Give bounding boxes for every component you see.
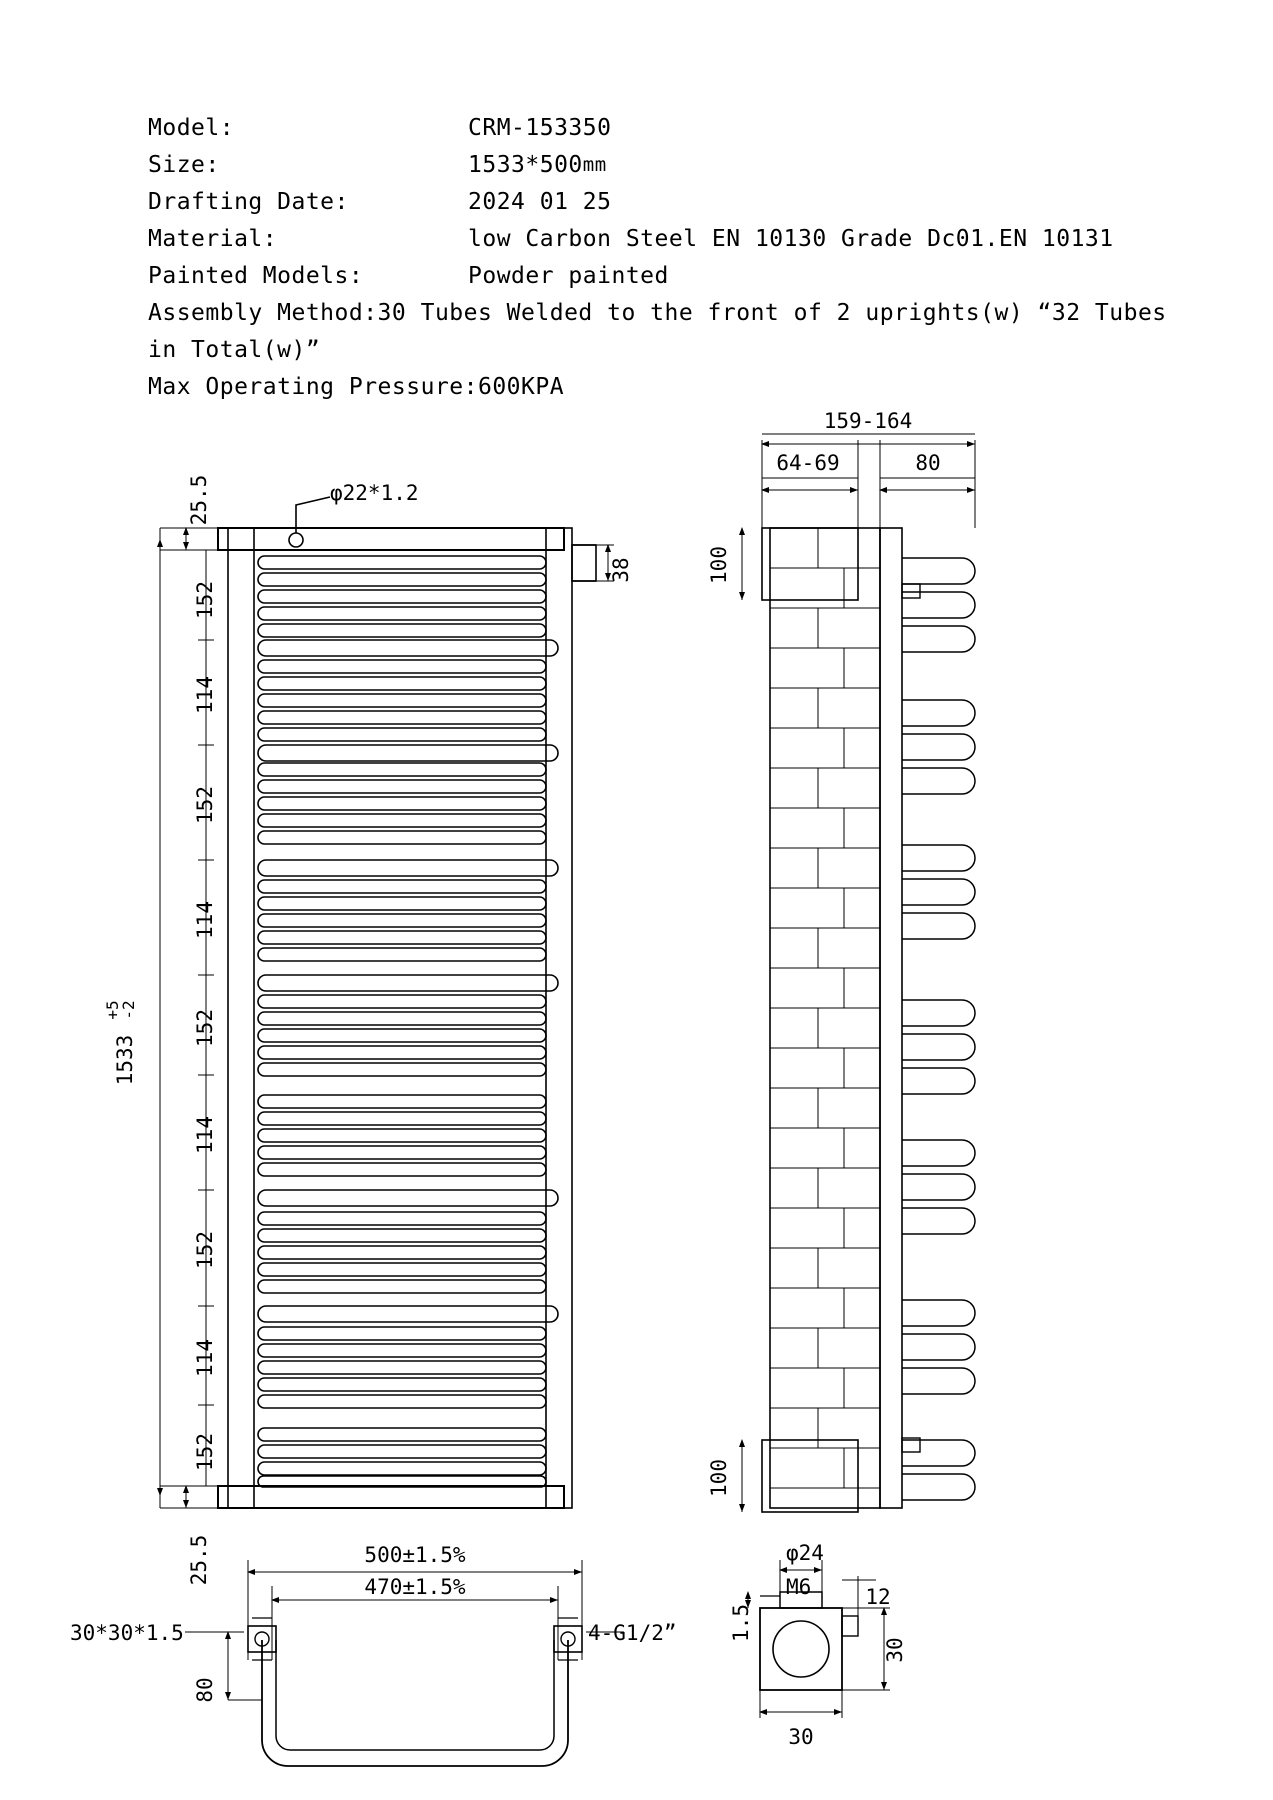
segment-label-7: 152 [193,1231,217,1269]
spec-label-model: Model: [148,115,235,141]
upright-spec-label: 30*30*1.5 [70,1621,184,1645]
detail-thread-label: M6 [786,1575,812,1599]
spec-label-size: Size: [148,152,220,178]
plan-width-outer-label: 500±1.5% [364,1543,466,1567]
tube-spec-label: φ22*1.2 [330,481,419,505]
segment-label-8: 114 [193,1339,217,1377]
side-depth-b-label: 80 [915,451,941,475]
segment-label-3: 152 [193,786,217,824]
spec-label-material: Material: [148,226,278,252]
front-end-gap-top: 25.5 [187,474,211,526]
spec-value-model: CRM-153350 [468,115,612,141]
segment-label-5: 152 [193,1009,217,1047]
front-overall-height-value: 1533 [113,1034,137,1086]
spec-assembly-method: Assembly Method:30 Tubes Welded to the front of 2 uprights(w) “32 Tubes in Total(w)” [148,300,1182,363]
detail-offset-label: 12 [865,1585,891,1609]
spec-value-material: low Carbon Steel EN 10130 Grade Dc01.EN 10131 [468,226,1114,252]
side-total-depth-label: 159-164 [823,409,913,433]
spec-max-pressure: Max Operating Pressure:600KPA [148,374,565,400]
detail-thickness-label: 1.5 [729,1604,753,1642]
spec-label-date: Drafting Date: [148,189,349,215]
plan-width-inner-label: 470±1.5% [364,1575,466,1599]
side-depth-a-label: 64-69 [776,451,840,475]
spec-label-painted: Painted Models: [148,263,364,289]
spec-value-size: 1533*500 [468,152,583,178]
detail-hole-label: φ24 [786,1541,824,1565]
side-bracket-bottom-label: 100 [707,1459,731,1497]
segment-label-9: 152 [193,1433,217,1471]
connector-length-label: 38 [609,557,633,583]
spec-value-size-unit: mm [582,154,607,176]
front-tolerance-minus: -2 [119,1000,138,1020]
side-bracket-top-label: 100 [707,546,731,584]
segment-label-1: 152 [193,581,217,619]
spec-value-painted: Powder painted [468,263,669,289]
port-spec-label: 4-G1/2” [588,1621,677,1645]
segment-label-6: 114 [193,1116,217,1154]
front-tolerance-plus: +5 [103,1000,122,1020]
detail-height-label: 30 [883,1637,907,1663]
detail-width-label: 30 [788,1725,814,1749]
segment-label-2: 114 [193,676,217,714]
spec-value-date: 2024 01 25 [468,189,612,215]
segment-label-4: 114 [193,901,217,939]
front-end-gap-bottom: 25.5 [187,1534,211,1586]
plan-depth-bottom-label: 80 [193,1677,217,1703]
front-overall-height-label [103,1000,138,1085]
